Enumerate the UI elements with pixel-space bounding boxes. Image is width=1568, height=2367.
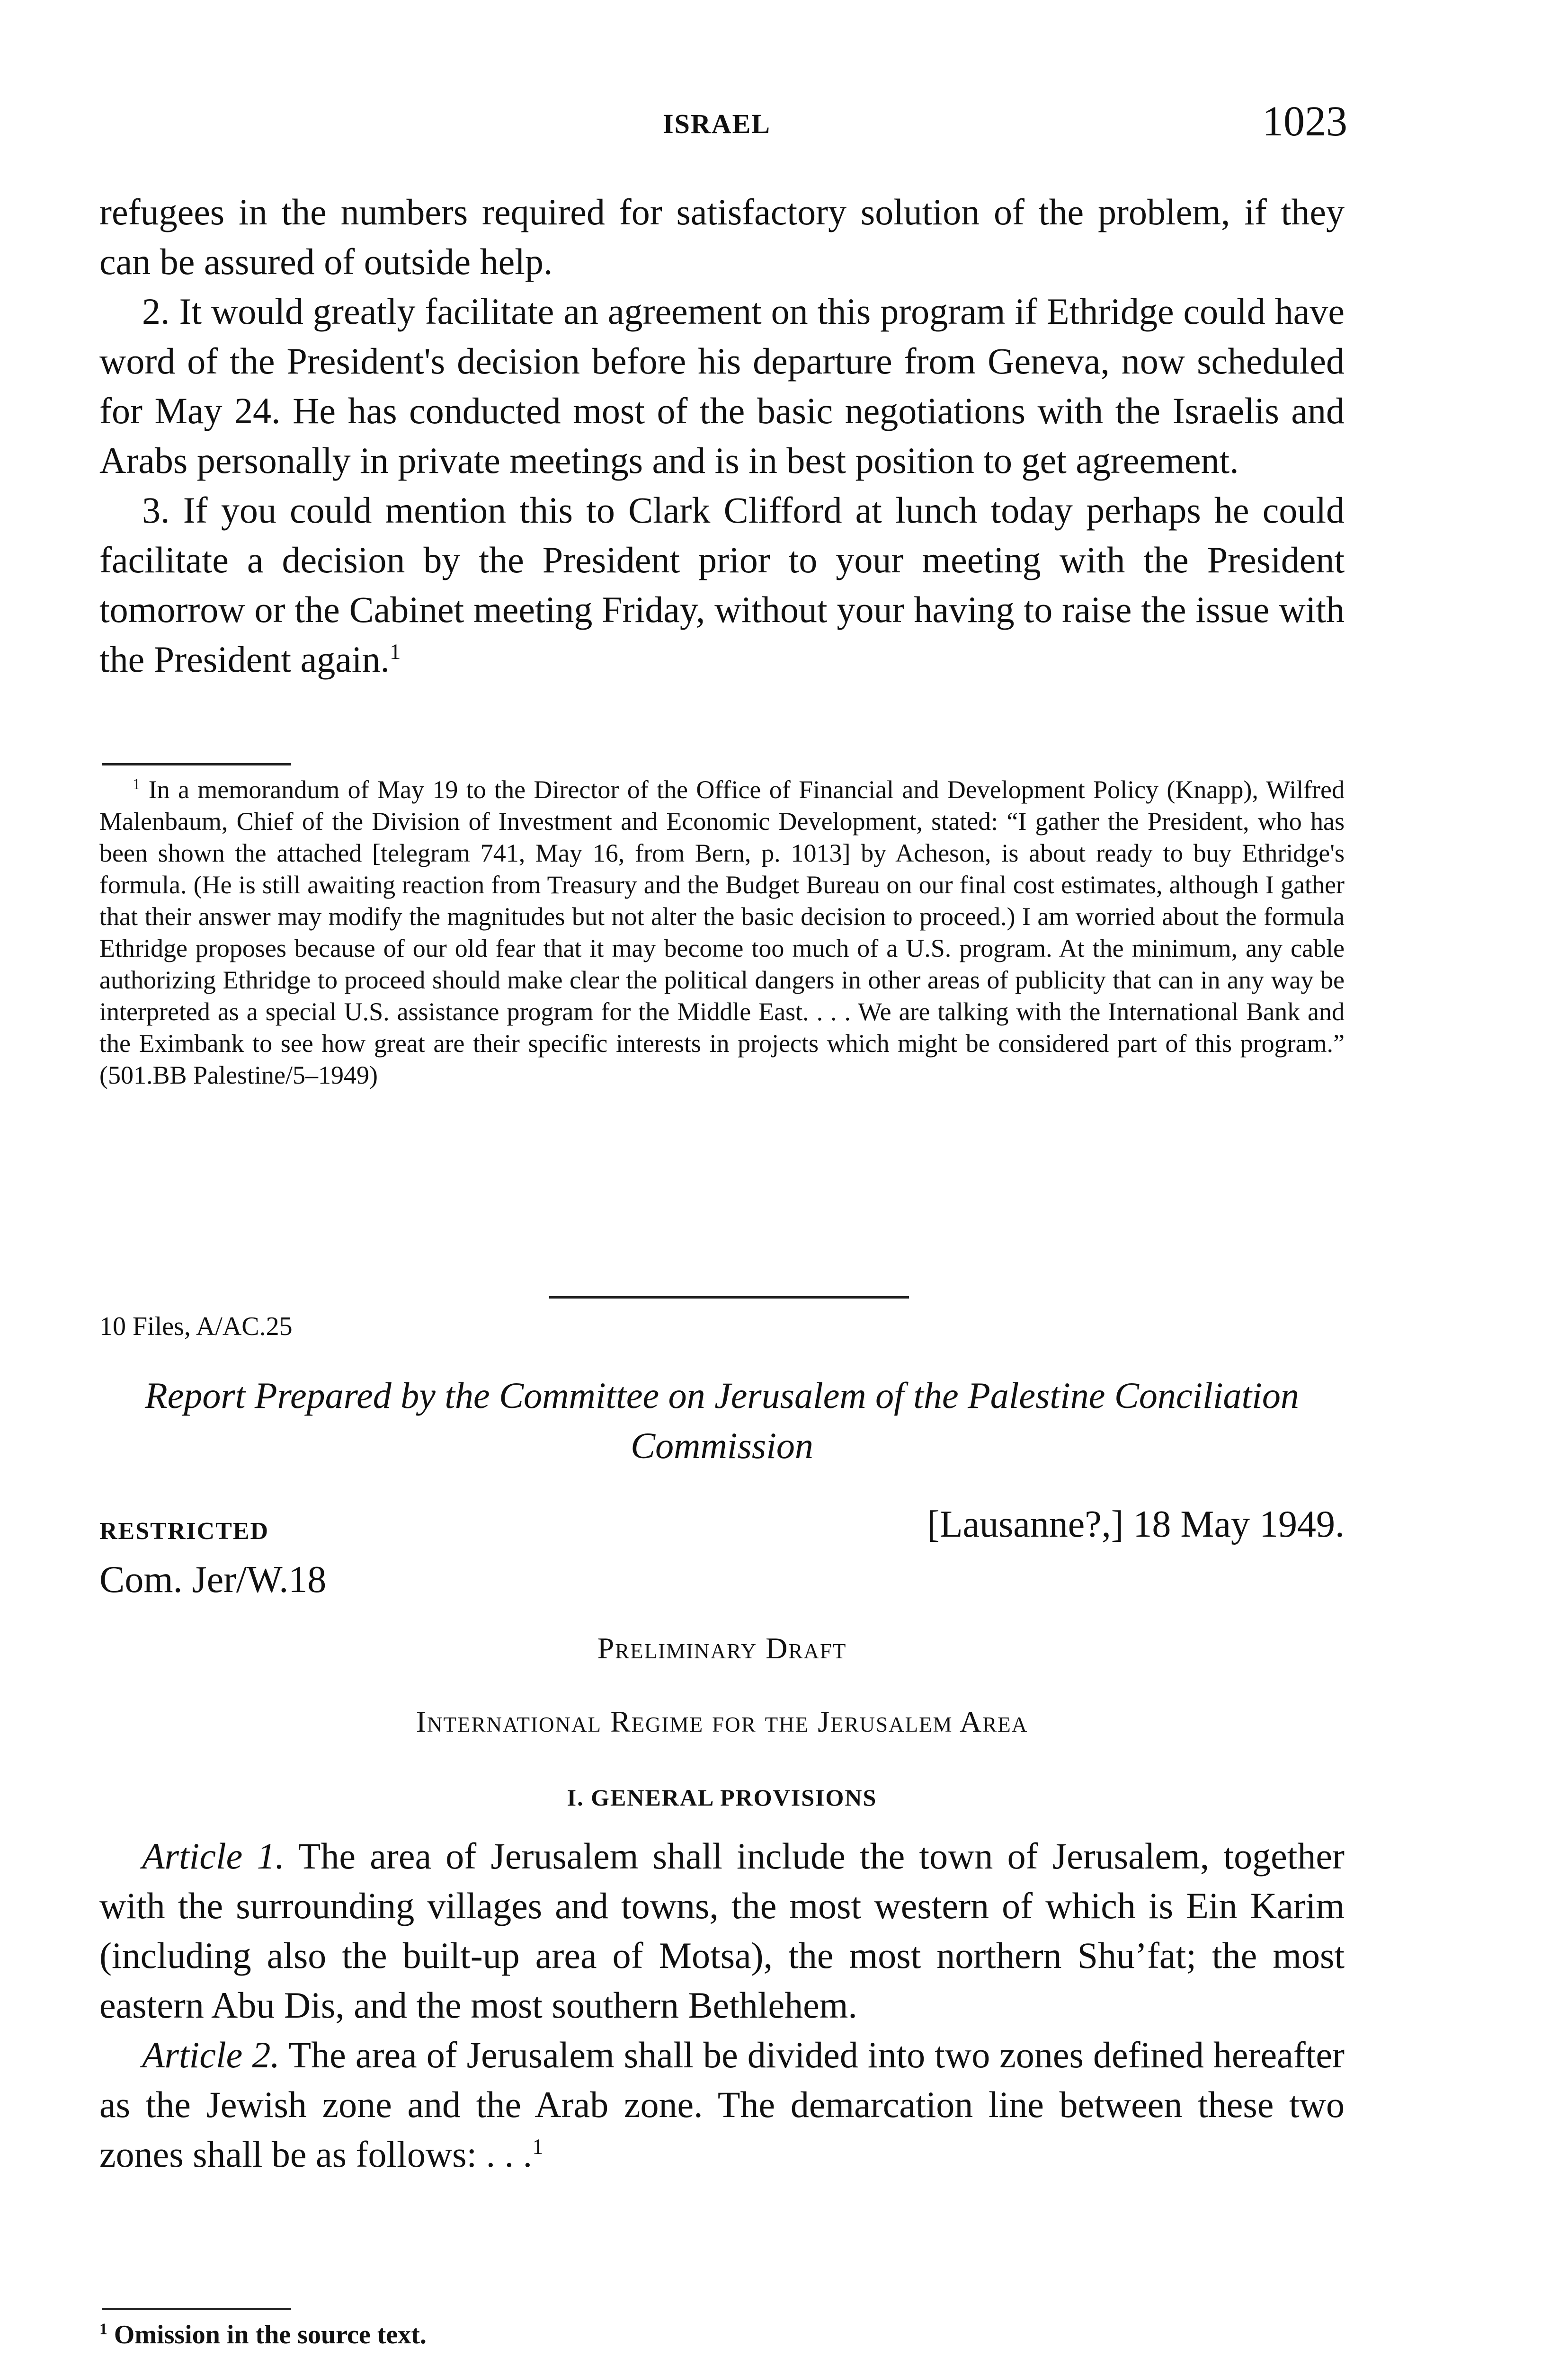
- memo-continuation: [99, 187, 1345, 684]
- section-separator-rule: [549, 1296, 909, 1299]
- footnote-2-marker: 1: [99, 2320, 107, 2338]
- footnote-1-text: In a memorandum of May 19 to the Director of the Office of Financial and Development Policy (Knapp), Wilfred Malenbaum, Chief of the Division of Investment and Economic Development, stated: “I gather the President, who has been shown the attached [telegram 741, May 16, from Bern, p. 1013] by Acheson, is about ready to buy Ethridge's formula. (He is still awaiting reaction from Treasury and the Budget Bureau on our final cost estimates, although I gather that their answer may modify the magnitudes but not alter the basic decision to proceed.) I am worried about the formula Ethridge proposes because of our old fear that it may become too much of a U.S. program. At the minimum, any cable authorizing Ethridge to proceed should make clear the political dangers in other areas of publicity that can in any way be interpreted as a special U.S. assistance program for the Middle East. . . . We are talking with the International Bank and the Eximbank to see how great are their specific interests in projects which might be considered part of this program.” (501.BB Palestine/5–1949): [99, 775, 1345, 1089]
- footnote-marker: 1: [390, 640, 401, 664]
- footnote-2: [99, 2320, 427, 2350]
- regime-heading: International Regime for the Jerusalem Area: [416, 1705, 1028, 1738]
- footnote-rule-2: [102, 2308, 291, 2310]
- footnote-1: [99, 774, 1345, 1091]
- page-number: 1023: [1262, 98, 1347, 145]
- articles: [99, 1831, 1345, 2179]
- article-1-text: The area of Jerusalem shall include the town of Jerusalem, together with the surrounding villages and towns, the most western of which is Ein Karim (including also the built-up area of Motsa), the most northern Shu’fat; the most eastern Abu Dis, and the most southern Bethlehem.: [99, 1835, 1345, 2026]
- article-2-label: Article 2.: [142, 2034, 280, 2075]
- place-date: [Lausanne?,] 18 May 1949.: [927, 1504, 1345, 1545]
- footnote-2-text: Omission in the source text.: [114, 2320, 427, 2349]
- paragraph-refugees: refugees in the numbers required for satisfactory solution of the problem, if they can be assured of outside help.: [99, 191, 1345, 282]
- article-1-label: Article 1.: [142, 1835, 285, 1877]
- paragraph-3: [99, 485, 1345, 684]
- article-2-footnote-marker: 1: [532, 2135, 543, 2159]
- archive-reference: 10 Files, A/AC.25: [99, 1312, 293, 1341]
- paragraph-3-text: 3. If you could mention this to Clark Clifford at lunch today perhaps he could facilitate a decision by the President prior to your meeting with the President tomorrow or the Cabinet meeting Friday, without your having to raise the issue with the President again.: [99, 489, 1345, 680]
- draft-heading: Preliminary Draft: [597, 1631, 847, 1665]
- document-number: Com. Jer/W.18: [99, 1559, 327, 1601]
- footnote-1-paragraph: [99, 774, 1345, 1091]
- article-1: [99, 1831, 1345, 2030]
- running-header: ISRAEL: [663, 108, 771, 139]
- classification-label: RESTRICTED: [99, 1518, 269, 1545]
- footnote-1-marker: 1: [133, 776, 141, 793]
- document-title: Report Prepared by the Committee on Jerusalem of the Palestine Conciliation Commission: [145, 1375, 1299, 1466]
- article-2-text: The area of Jerusalem shall be divided into two zones defined hereafter as the Jewish zone and the Arab zone. The demarcation line between these two zones shall be as follows: . . .: [99, 2034, 1345, 2175]
- footnote-rule: [102, 763, 291, 765]
- section-heading: I. GENERAL PROVISIONS: [567, 1784, 877, 1811]
- article-2: [99, 2030, 1345, 2179]
- paragraph-2: 2. It would greatly facilitate an agreement on this program if Ethridge could have word of the President's decision before his departure from Geneva, now scheduled for May 24. He has conducted most of the basic negotiations with the Israelis and Arabs personally in private meetings and is in best position to get agreement.: [99, 291, 1345, 481]
